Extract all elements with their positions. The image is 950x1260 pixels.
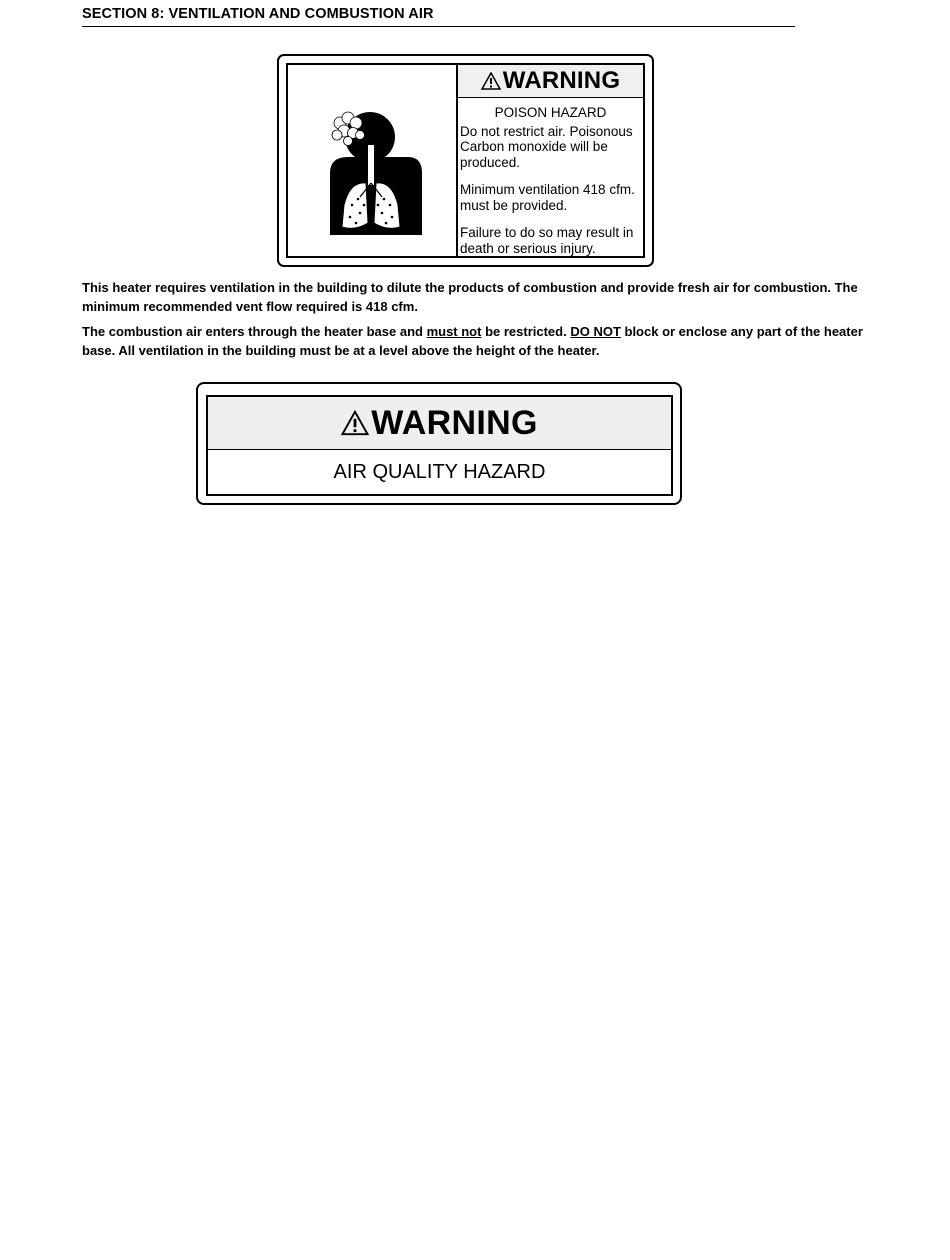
lungs-smoke-hazard-icon (320, 105, 432, 235)
paragraph-text: be restricted. (481, 324, 571, 339)
poison-hazard-warning-label (277, 54, 654, 267)
do-not-emphasis: DO NOT (570, 324, 621, 339)
warning-text-3: Failure to do so may result in death or serious injury. (460, 225, 634, 256)
combustion-air-paragraph (82, 323, 882, 360)
warning-triangle-icon (341, 410, 369, 436)
ventilation-paragraph: This heater requires ventilation in the building to dilute the products of combustion and provide fresh air for combustion. The minimum recommended vent flow required is 418 cfm. (82, 280, 858, 314)
must-not-emphasis: must not (426, 324, 482, 339)
warning-text-1: Do not restrict air. Poisonous Carbon monoxide will be produced. (460, 123, 633, 170)
warning-title: WARNING (371, 403, 538, 442)
warning-subtitle: POISON HAZARD (494, 104, 607, 120)
air-quality-warning-label (196, 382, 682, 505)
warning-header (208, 397, 671, 450)
warning-header (458, 65, 643, 98)
paragraph-text: block or enclose any part of the heater base. All ventilation in the building must be at a level above the height of the heater. (82, 324, 863, 358)
warning-subtitle: AIR QUALITY HAZARD (333, 460, 546, 483)
section-header: SECTION 8: VENTILATION AND COMBUSTION AIR (82, 6, 795, 27)
warning-triangle-icon (481, 72, 501, 90)
paragraph-text: The combustion air enters through the heater base and (82, 324, 427, 339)
warning-title: WARNING (502, 66, 621, 94)
warning-text-2: Minimum ventilation 418 cfm. must be provided. (460, 182, 635, 213)
pictogram-panel (288, 65, 458, 256)
